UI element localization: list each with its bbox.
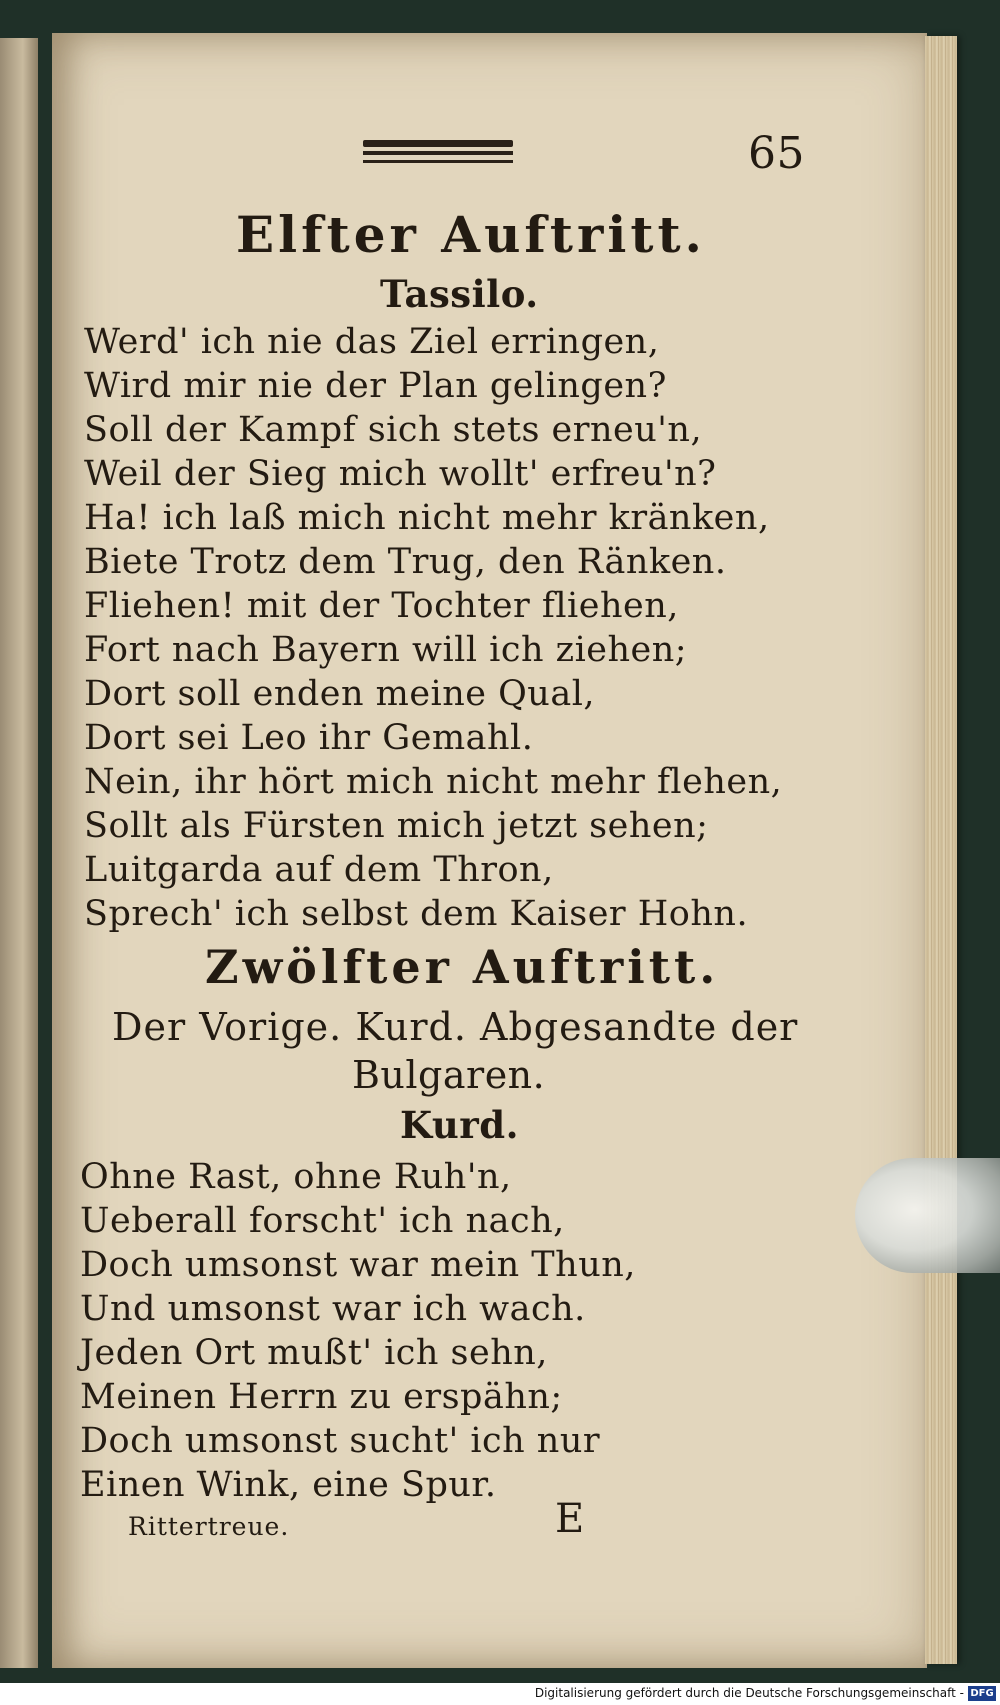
scanner-page-clip [855,1158,1000,1273]
verse-line: Ohne Rast, ohne Ruh'n, [80,1157,512,1197]
verse-line: Sprech' ich selbst dem Kaiser Hohn. [84,894,749,934]
verse-line: Wird mir nie der Plan gelingen? [84,366,667,406]
verse-line: Meinen Herrn zu erspähn; [80,1377,563,1417]
dramatis-personae-line: Der Vorige. Kurd. Abgesandte der [112,1005,799,1049]
verse-line: Ha! ich laß mich nicht mehr kränken, [84,498,770,538]
verse-line: Und umsonst war ich wach. [80,1289,586,1329]
verse-line: Nein, ihr hört mich nicht mehr flehen, [84,762,783,802]
signature-mark: E [555,1496,585,1542]
funding-credit: Digitalisierung gefördert durch die Deutsche Forschungsgemeinschaft - [534,1686,964,1700]
dfg-logo: DFG [968,1686,996,1701]
verse-line: Weil der Sieg mich wollt' erfreu'n? [84,454,717,494]
dramatis-personae-line: Bulgaren. [352,1053,546,1097]
verse-line: Ueberall forscht' ich nach, [80,1201,565,1241]
verse-line: Fort nach Bayern will ich ziehen; [84,630,688,670]
verse-line: Luitgarda auf dem Thron, [84,850,554,890]
page-block-edge [925,36,957,1664]
verse-line: Doch umsonst war mein Thun, [80,1245,636,1285]
verse-line: Soll der Kampf sich stets erneu'n, [84,410,703,450]
verse-line: Werd' ich nie das Ziel erringen, [84,322,660,362]
verse-line: Einen Wink, eine Spur. [80,1465,497,1505]
speaker-tassilo: Tassilo. [380,272,539,316]
headpiece-rule-ornament [363,140,513,163]
verse-line: Jeden Ort mußt' ich sehn, [80,1333,548,1373]
verse-line: Sollt als Fürsten mich jetzt sehen; [84,806,709,846]
verse-line: Doch umsonst sucht' ich nur [80,1421,601,1461]
catchword: Rittertreue. [128,1512,290,1541]
verse-line: Dort sei Leo ihr Gemahl. [84,718,534,758]
verse-line: Dort soll enden meine Qual, [84,674,596,714]
verse-line: Fliehen! mit der Tochter fliehen, [84,586,679,626]
scene-heading-twelfth: Zwölfter Auftritt. [205,940,720,994]
verse-line: Biete Trotz dem Trug, den Ränken. [84,542,727,582]
page-number: 65 [748,128,805,179]
previous-page-edge [0,38,38,1668]
scene-heading-eleventh: Elfter Auftritt. [236,205,706,264]
speaker-kurd: Kurd. [400,1103,519,1147]
